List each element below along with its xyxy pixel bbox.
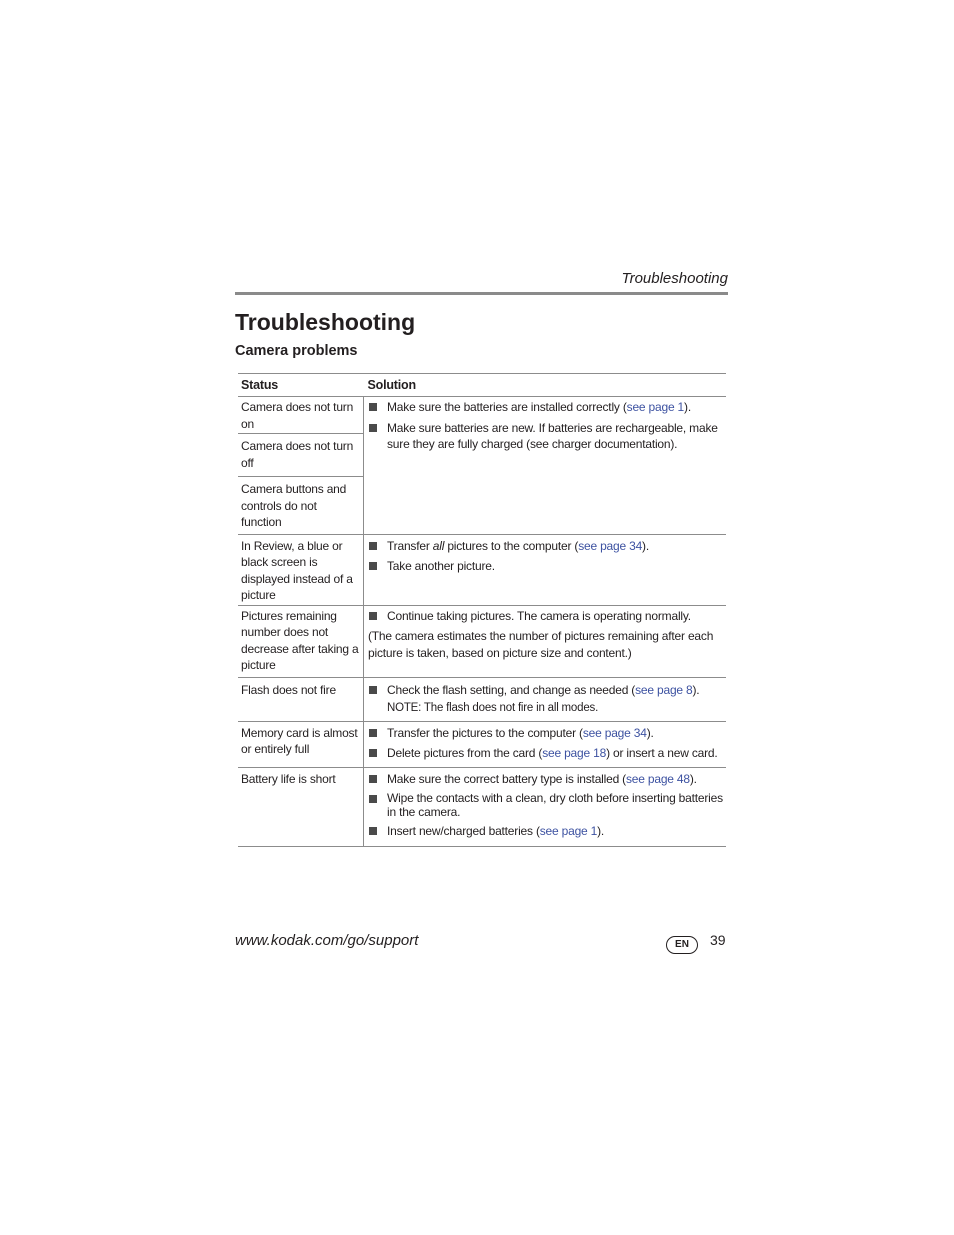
square-bullet-icon (369, 729, 377, 737)
solution-text: Continue taking pictures. The camera is operating normally. (387, 608, 691, 623)
list-item (368, 608, 724, 625)
solution-text: ) or insert a new card. (606, 746, 718, 760)
troubleshooting-table (238, 373, 726, 847)
page-link[interactable]: see page 8 (635, 682, 693, 697)
solution-cell (364, 767, 727, 846)
running-header: Troubleshooting (621, 270, 728, 287)
table-row (238, 534, 726, 605)
emphasis-text: all (432, 538, 445, 553)
status-cell: In Review, a blue or black screen is displayed instead of a picture (238, 534, 364, 605)
solution-cell (364, 721, 727, 767)
table-row (238, 721, 726, 767)
solution-list (368, 771, 724, 840)
square-bullet-icon (369, 612, 377, 620)
solution-text: Make sure batteries are new. If batteries are rechargeable, make sure they are fully charged (see charger documentation). (387, 420, 718, 451)
solution-text: ). (642, 538, 649, 553)
page-link[interactable]: see page 18 (542, 746, 607, 760)
solution-text: Check the flash setting, and change as needed ( (387, 682, 636, 697)
list-item (368, 725, 724, 742)
solution-text: Insert new/charged batteries ( (387, 824, 540, 838)
table-row (238, 767, 726, 846)
column-header-solution: Solution (364, 374, 727, 397)
square-bullet-icon (369, 827, 377, 835)
solution-list (368, 399, 724, 453)
solution-cell (364, 677, 727, 721)
page-link[interactable]: see page 1 (539, 824, 598, 838)
solution-list (368, 725, 724, 762)
solution-list (368, 608, 724, 625)
column-header-status: Status (238, 374, 364, 397)
solution-text: Make sure the correct battery type is installed ( (387, 771, 626, 786)
solution-text: ). (689, 771, 697, 786)
page-link[interactable]: see page 48 (625, 771, 690, 786)
solution-cell (364, 605, 727, 677)
square-bullet-icon (369, 775, 377, 783)
solution-list (368, 682, 724, 699)
page-link[interactable]: see page 1 (626, 400, 685, 414)
list-item (368, 745, 724, 762)
solution-text: pictures to the computer ( (444, 538, 579, 553)
status-cell: Camera does not turn off (238, 434, 364, 477)
solution-cell (364, 534, 727, 605)
list-item (368, 558, 724, 575)
language-badge: EN (666, 936, 698, 954)
list-item (368, 399, 724, 416)
square-bullet-icon (369, 403, 377, 411)
table-row (238, 605, 726, 677)
note-text: NOTE: The flash does not fire in all modes. (387, 702, 599, 714)
list-item (368, 682, 724, 699)
table-row (238, 397, 726, 434)
page-title: Troubleshooting (235, 309, 416, 335)
solution-text: Make sure the batteries are installed correctly ( (387, 400, 627, 414)
list-item (368, 791, 724, 819)
solution-text: Transfer (387, 538, 433, 553)
list-item (368, 420, 724, 453)
solution-text: Transfer the pictures to the computer ( (387, 725, 583, 740)
status-cell: Memory card is almost or entirely full (238, 721, 364, 767)
status-cell: Camera buttons and controls do not function (238, 477, 364, 535)
solution-text: Take another picture. (387, 559, 495, 573)
table-header-row (238, 374, 726, 397)
table-row (238, 677, 726, 721)
list-item (368, 823, 724, 840)
square-bullet-icon (369, 542, 377, 550)
solution-text: Delete pictures from the card ( (387, 746, 543, 760)
list-item (368, 538, 724, 555)
solution-text: Wipe the contacts with a clean, dry cloth before inserting batteries in the camera. (387, 791, 723, 819)
page-link[interactable]: see page 34 (582, 725, 647, 740)
square-bullet-icon (369, 562, 377, 570)
status-cell: Camera does not turn on (238, 397, 364, 434)
square-bullet-icon (369, 749, 377, 757)
solution-list (368, 538, 724, 575)
square-bullet-icon (369, 795, 377, 803)
solution-text: ). (692, 682, 700, 697)
square-bullet-icon (369, 424, 377, 432)
header-rule (235, 292, 728, 295)
solution-text: ). (646, 725, 654, 740)
solution-text: ). (597, 824, 605, 838)
section-title: Camera problems (235, 343, 358, 359)
page-number: 39 (710, 932, 726, 948)
solution-text: ). (684, 400, 691, 414)
list-item (368, 771, 724, 788)
status-cell: Pictures remaining number does not decrease after taking a picture (238, 605, 364, 677)
status-cell: Battery life is short (238, 767, 364, 846)
page-link[interactable]: see page 34 (578, 538, 643, 553)
solution-paragraph: (The camera estimates the number of pictures remaining after each picture is taken, based on picture size and content.) (368, 629, 714, 660)
footer-url[interactable]: www.kodak.com/go/support (235, 932, 419, 949)
status-cell: Flash does not fire (238, 677, 364, 721)
solution-cell (364, 397, 727, 535)
square-bullet-icon (369, 686, 377, 694)
